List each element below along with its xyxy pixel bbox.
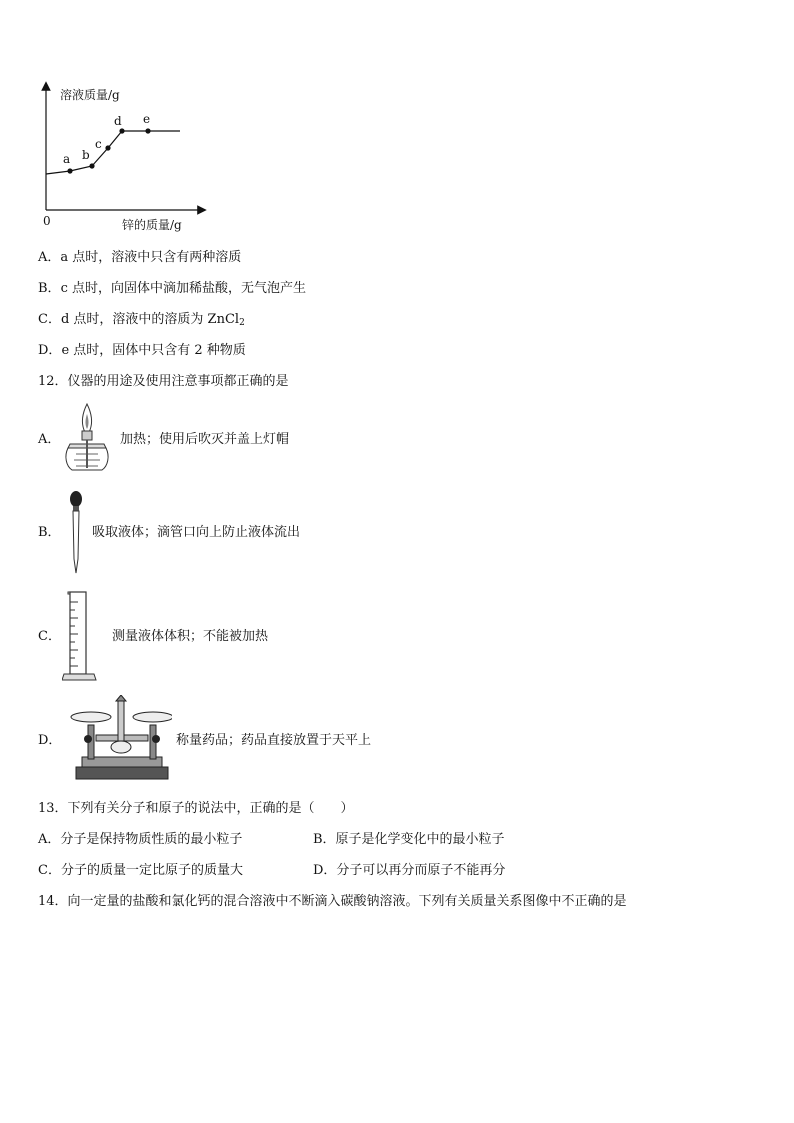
option-letter: A． [38, 250, 61, 265]
option-text: c 点时，向固体中滴加稀盐酸，无气泡产生 [60, 281, 306, 296]
q12-option-d-text: 称量药品；药品直接放置于天平上 [176, 733, 372, 748]
origin-label: 0 [43, 214, 51, 228]
option-text: a 点时，溶液中只含有两种溶质 [60, 250, 242, 265]
q12-option-b-letter: B． [38, 525, 61, 540]
graduated-cylinder-icon [62, 590, 102, 682]
q11-option-d [38, 342, 246, 360]
y-axis-label: 溶液质量/g [60, 88, 120, 102]
q11-option-a [38, 249, 241, 267]
x-axis-label: 锌的质量/g [122, 218, 182, 232]
option-letter: C． [38, 312, 61, 327]
q11-option-c [38, 311, 245, 332]
option-text: d 点时，溶液中的溶质为 ZnCl [60, 312, 240, 327]
q13-option-c: C．分子的质量一定比原子的质量大 [38, 863, 243, 878]
point-label-c: c [95, 137, 102, 151]
subscript: 2 [239, 318, 245, 328]
q12-stem: 12．仪器的用途及使用注意事项都正确的是 [38, 374, 289, 389]
q12-option-a-text: 加热；使用后吹灭并盖上灯帽 [120, 432, 290, 447]
point-d [119, 128, 124, 133]
point-b [89, 163, 94, 168]
balance-icon [68, 695, 172, 783]
q12-option-c-text: 测量液体体积；不能被加热 [112, 629, 269, 644]
point-label-a: a [63, 152, 71, 166]
point-label-e: e [143, 112, 151, 126]
point-c [105, 145, 110, 150]
q14-stem: 14．向一定量的盐酸和氯化钙的混合溶液中不断滴入碳酸钠溶液。下列有关质量关系图像中不正确的是 [38, 894, 627, 909]
q12-option-d-letter: D． [38, 733, 62, 748]
dropper-icon [66, 489, 86, 575]
q12-option-b-text: 吸取液体；滴管口向上防止液体流出 [92, 525, 301, 540]
point-e [145, 128, 150, 133]
q11-option-b [38, 280, 306, 298]
zinc-solution-mass-chart [30, 80, 220, 235]
q13-stem: 13．下列有关分子和原子的说法中，正确的是（ ） [38, 801, 354, 816]
q12-option-c-letter: C． [38, 629, 61, 644]
option-text: e 点时，固体中只含有 2 种物质 [61, 343, 246, 358]
q13-option-d: D．分子可以再分而原子不能再分 [313, 863, 506, 878]
point-label-d: d [114, 114, 122, 128]
option-letter: D． [38, 343, 62, 358]
q13-option-b: B．原子是化学变化中的最小粒子 [313, 832, 505, 847]
q13-option-a: A．分子是保持物质性质的最小粒子 [38, 832, 243, 847]
option-letter: B． [38, 281, 61, 296]
q12-option-a-letter: A． [38, 432, 61, 447]
alcohol-lamp-icon [62, 402, 112, 474]
point-label-b: b [82, 148, 90, 162]
point-a [67, 168, 72, 173]
